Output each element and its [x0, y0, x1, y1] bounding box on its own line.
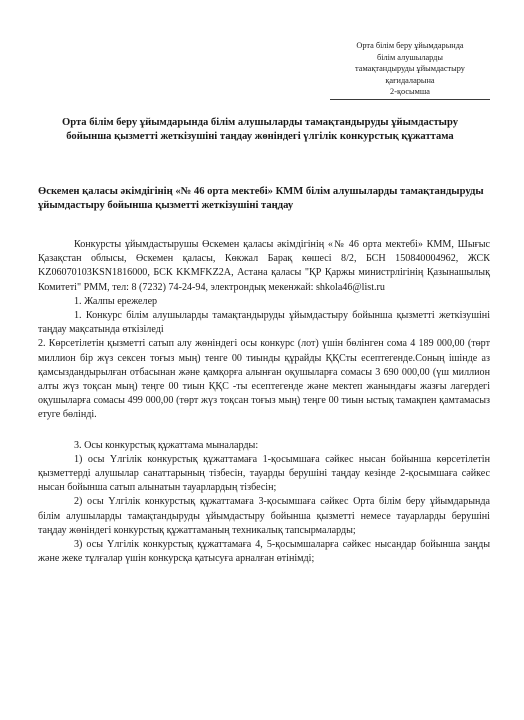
body-paragraph: 1. Конкурс білім алушыларды тамақтандыруды ұйымдастыру бойынша қызметті жеткізушіні таңдау мақсатында өткізіледі	[38, 310, 490, 336]
annex-note	[330, 40, 490, 100]
document-body	[38, 238, 490, 566]
body-paragraph: 3. Осы конкурстық құжаттама мыналарды:	[74, 439, 259, 451]
body-paragraph: 2. Көрсетілетін қызметті сатып алу жөніндегі осы конкурс (лот) үшін бөлінген сома 4 189 000,00 (төрт миллион бір жүз сексен тоғыз мың) тенге 00 тиынды құрайды ҚҚСты есептегенде.Соның ішінде аз қамсыздандырылған отбасынан және қамқорға алынған оқушыларға сомасы 3 690 000,00 (үш миллион алты жүз тоқсан мың) теңге 00 тиын ҚҚС -ты есептегенде және мектеп жанындағы жазғы лагердегі оқушыларға сомасы 499 000,00 (төрт жүз тоқсан тоғыз мың) теңге 00 тиын ыстық тамақпен қамтамасыз етуге бөлінді.	[38, 338, 490, 421]
list-item: 2) осы Үлгілік конкурстық құжаттамаға 3-қосымшаға сәйкес Орта білім беру ұйымдарында білім алушыларды тамақтандыруды ұйымдастыру бойынша қызметті немесе тауарларды берушіні таңдау жөніндегі конкурстық құжаттаманың техникалық тапсырмаларды;	[38, 496, 490, 536]
annex-line: тамақтандыруды ұйымдастыру	[355, 64, 465, 73]
document-subtitle: Өскемен қаласы әкімдігінің «№ 46 орта мектебі» КММ білім алушыларды тамақтандыруды ұйымдастыру бойынша қызметті жеткізушіні таңдау	[38, 186, 484, 211]
annex-line: Орта білім беру ұйымдарында	[356, 41, 464, 50]
document-title: Орта білім беру ұйымдарында білім алушыларды тамақтандыруды ұйымдастыру бойынша қызметті жеткізушіні таңдау жөніндегі үлгілік конкурстық құжаттама	[61, 117, 458, 142]
annex-line: қағидаларына	[385, 75, 435, 85]
list-item: 3) осы Үлгілік конкурстық құжаттамаға 4, 5-қосымшаларға сәйкес нысандар бойынша заңды және жеке тұлғалар үшін конкурсқа қатысуға арналған өтінімді;	[38, 539, 490, 565]
list-item: 1) осы Үлгілік конкурстық құжаттамаға 1-қосымшаға сәйкес нысан бойынша көрсетілетін қызметтерді алушылар санаттарының тізбесін, тауарды берушіні таңдау кезінде 2-қосымшаға сәйкес нысан бойынша сатып алынатын тауарлардың тізбесін;	[38, 453, 490, 494]
annex-line: білім алушыларды	[377, 52, 443, 62]
section-heading: 1. Жалпы ережелер	[74, 295, 158, 307]
annex-line: 2-қосымша	[390, 87, 430, 96]
organizer-paragraph: Конкурсты ұйымдастырушы Өскемен қаласы әкімдігінің «№ 46 орта мектебі» КММ, Шығыс Қазақстан облысы, Өскемен қаласы, Көкжал Барақ көшесі 8/2, БСН 150840004962, ЖСК KZ06070103KSN1816000, БСК KKMFKZ2A, Астана қаласы "ҚР Қаржы министрлігінің Қазынашылық Комитеті" РММ, тел: 8 (7232) 74-24-94, электрондық мекенжай: shkola46@list.ru	[38, 239, 490, 293]
